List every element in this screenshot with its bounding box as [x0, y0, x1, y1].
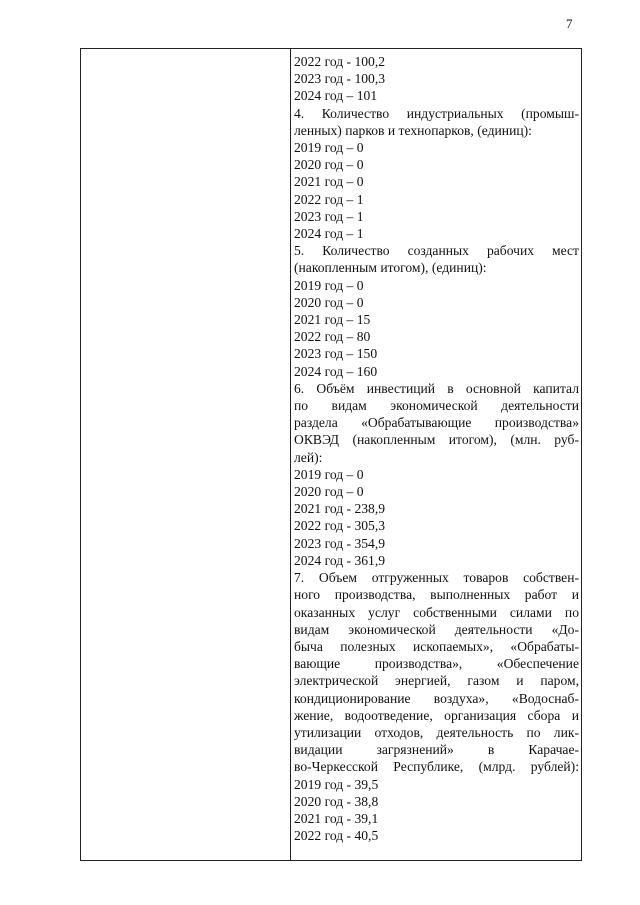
indicator-heading-line: электрической энергией, газом и паром, — [294, 673, 579, 689]
indicator-value-line: 2024 год - 361,9 — [294, 552, 386, 568]
indicator-heading-line: ленных) парков и технопарков, (единиц): — [294, 122, 532, 138]
indicator-heading-line: 5. Количество созданных рабочих мест — [294, 243, 579, 259]
indicator-heading-line: утилизации отходов, деятельность по лик- — [294, 724, 579, 740]
column-divider — [290, 49, 291, 860]
indicators-table — [80, 48, 582, 861]
page-number: 7 — [566, 16, 573, 31]
indicators-column — [294, 53, 579, 844]
indicator-heading-line: во-Черкесской Республике, (млрд. рублей): — [294, 759, 579, 775]
indicator-heading-line: вающие производства», «Обеспечение — [294, 656, 579, 672]
indicator-heading-line: 7. Объем отгруженных товаров собствен- — [294, 570, 579, 586]
indicator-heading-line: оказанных услуг собственными силами по — [294, 604, 579, 620]
indicator-heading-line: лей): — [294, 449, 323, 465]
indicator-value-line: 2024 год – 160 — [294, 363, 378, 379]
indicator-heading-line: (накопленным итогом), (единиц): — [294, 260, 487, 276]
indicator-heading-line: раздела «Обрабатывающие производства» — [294, 415, 579, 431]
indicator-heading-line: жение, водоотведение, организация сбора и — [294, 707, 579, 723]
indicator-heading-line: 6. Объём инвестиций в основной капитал — [294, 380, 579, 396]
indicator-value-line: 2023 год - 354,9 — [294, 535, 386, 551]
indicator-heading-line: видам экономической деятельности «До- — [294, 621, 579, 637]
indicator-value-line: 2024 год – 1 — [294, 226, 364, 242]
indicator-value-line: 2022 год - 305,3 — [294, 518, 386, 534]
indicator-value-line: 2020 год – 0 — [294, 157, 364, 173]
indicator-value-line: 2019 год – 0 — [294, 277, 364, 293]
indicator-value-line: 2023 год – 1 — [294, 208, 364, 224]
indicator-heading-line: по видам экономической деятельности — [294, 398, 579, 414]
indicator-value-line: 2019 год - 39,5 — [294, 776, 379, 792]
indicator-value-line: 2020 год – 0 — [294, 294, 364, 310]
indicator-value-line: 2021 год – 15 — [294, 312, 371, 328]
indicator-heading-line: быча полезных ископаемых», «Обрабаты- — [294, 638, 579, 654]
indicator-value-line: 2021 год - 238,9 — [294, 501, 386, 517]
indicator-heading-line: 4. Количество индустриальных (промыш- — [294, 105, 579, 121]
indicator-heading-line: ОКВЭД (накопленным итогом), (млн. руб- — [294, 432, 579, 448]
indicator-value-line: 2019 год – 0 — [294, 466, 364, 482]
indicator-value-line: 2023 год – 150 — [294, 346, 378, 362]
indicator-value-line: 2023 год - 100,3 — [294, 71, 386, 87]
indicator-value-line: 2019 год – 0 — [294, 140, 364, 156]
indicator-value-line: 2022 год - 40,5 — [294, 828, 379, 844]
indicator-value-line: 2022 год – 80 — [294, 329, 371, 345]
indicator-value-line: 2020 год - 38,8 — [294, 793, 379, 809]
indicator-heading-line: видации загрязнений» в Карачае- — [294, 742, 579, 758]
indicator-value-line: 2022 год – 1 — [294, 191, 364, 207]
indicator-value-line: 2021 год - 39,1 — [294, 810, 379, 826]
indicator-value-line: 2022 год - 100,2 — [294, 54, 386, 69]
indicator-value-line: 2021 год – 0 — [294, 174, 364, 190]
indicator-value-line: 2024 год – 101 — [294, 88, 378, 104]
indicator-heading-line: ного производства, выполненных работ и — [294, 587, 579, 603]
indicator-heading-line: кондиционирование воздуха», «Водоснаб- — [294, 690, 579, 706]
indicator-value-line: 2020 год – 0 — [294, 484, 364, 500]
